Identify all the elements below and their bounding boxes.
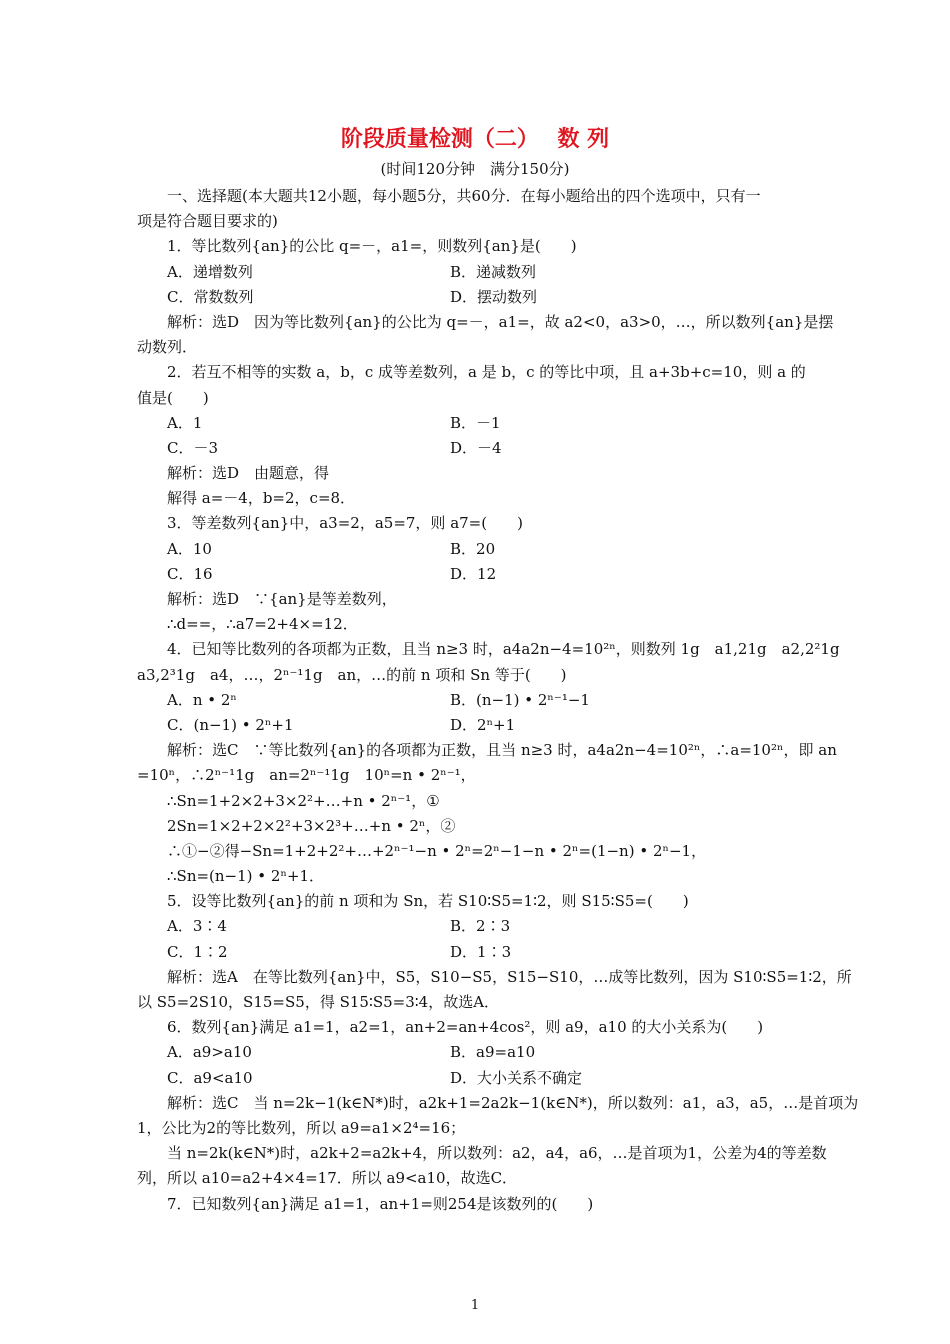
q1-options-row-1 <box>137 260 817 285</box>
q4-option-a: A．n • 2ⁿ <box>167 690 237 709</box>
q5-option-c: C．1∶2 <box>167 942 228 961</box>
document-body <box>137 184 859 1217</box>
q5-options-row-2 <box>137 940 817 965</box>
question-7: 7．已知数列{an}满足 a1=1，an+1=则254是该数列的( ) <box>167 1194 594 1213</box>
question-5: 5．设等比数列{an}的前 n 项和为 Sn，若 S10∶S5=1∶2，则 S15∶S5=( ) <box>167 892 689 911</box>
q4-solution: 解析：选C ∵等比数列{an}的各项都为正数，且当 n≥3 时，a4a2n−4=10²ⁿ，∴a=10²ⁿ，即 an <box>167 741 837 760</box>
q1-option-b: B．递减数列 <box>450 262 537 281</box>
q4-option-c: C．(n−1) • 2ⁿ+1 <box>167 715 294 734</box>
q4-solution-line-2: =10ⁿ，∴2ⁿ⁻¹1g an=2ⁿ⁻¹1g 10ⁿ=n • 2ⁿ⁻¹， <box>137 766 476 785</box>
q3-options-row-2 <box>137 562 817 587</box>
q5-solution: 解析：选A 在等比数列{an}中，S5，S10−S5，S15−S10，…成等比数列，因为 S10∶S5=1∶2，所 <box>167 967 852 986</box>
q5-options-row-1 <box>137 914 817 939</box>
q4-options-row-1 <box>137 688 817 713</box>
q3-options-row-1 <box>137 537 817 562</box>
section-heading-cont: 项是符合题目要求的) <box>137 212 278 231</box>
q3-solution: 解析：选D ∵{an}是等差数列， <box>167 590 397 608</box>
q1-option-d: D．摆动数列 <box>450 287 538 306</box>
q2-option-a: A．1 <box>167 413 203 432</box>
q6-solution-line-2: 1，公比为2的等比数列，所以 a9=a1×2⁴=16； <box>137 1118 466 1137</box>
q1-solution: 解析：选D 因为等比数列{an}的公比为 q=－，a1=，故 a2<0，a3>0，…，所以数列{an}是摆 <box>167 312 834 331</box>
q5-option-d: D．1∶3 <box>450 942 512 961</box>
q3-option-d: D．12 <box>450 564 497 583</box>
q3-option-a: A．10 <box>167 539 212 558</box>
q2-options-row-2 <box>137 436 817 461</box>
exam-info: (时间120分钟 满分150分) <box>380 160 570 178</box>
question-2: 2．若互不相等的实数 a，b，c 成等差数列，a 是 b，c 的等比中项，且 a+3b+c=10，则 a 的 <box>167 363 806 382</box>
section-heading: 一、选择题(本大题共12小题，每小题5分，共60分．在每小题给出的四个选项中，只有一 <box>167 187 761 205</box>
q6-solution: 解析：选C 当 n=2k−1(k∈N*)时，a2k+1=2a2k−1(k∈N*)，所以数列：a1，a3，a5，…是首项为 <box>167 1093 859 1112</box>
q4-option-d: D．2ⁿ+1 <box>450 715 516 734</box>
q4-solution-line-6: ∴Sn=(n−1) • 2ⁿ+1． <box>167 867 325 886</box>
q2-option-d: D．－4 <box>450 438 502 457</box>
q2-option-b: B．－1 <box>450 413 501 432</box>
q6-option-c: C．a9<a10 <box>167 1068 253 1087</box>
question-3: 3．等差数列{an}中，a3=2，a5=7，则 a7=( ) <box>167 514 523 533</box>
question-6: 6．数列{an}满足 a1=1，a2=1，an+2=an+4cos²，则 a9，a10 的大小关系为( ) <box>167 1018 764 1037</box>
q4-solution-line-4: 2Sn=1×2+2×2²+3×2³+…+n • 2ⁿ，② <box>167 816 456 835</box>
q6-solution-line-4: 列，所以 a10=a2+4×4=17．所以 a9<a10，故选C． <box>137 1169 518 1188</box>
q2-solution: 解析：选D 由题意，得 <box>167 464 330 483</box>
page-title: 阶段质量检测（二） 数 列 <box>340 126 610 152</box>
q4-options-row-2 <box>137 713 817 738</box>
q4-option-b: B．(n−1) • 2ⁿ⁻¹−1 <box>450 690 590 709</box>
q3-solution-cont: ∴d==，∴a7=2+4×=12． <box>167 615 358 634</box>
q3-option-b: B．20 <box>450 539 496 558</box>
q6-options-row-2 <box>137 1066 817 1091</box>
q6-solution-line-3: 当 n=2k(k∈N*)时，a2k+2=a2k+4，所以数列：a2，a4，a6，…是首项为1，公差为4的等差数 <box>167 1144 827 1163</box>
q5-option-b: B．2∶3 <box>450 917 511 936</box>
q5-solution-cont: 以 S5=2S10，S15=S5，得 S15∶S5=3∶4，故选A． <box>137 993 500 1011</box>
question-4: 4．已知等比数列的各项都为正数，且当 n≥3 时，a4a2n−4=10²ⁿ，则数列 1g a1,21g a2,2²1g <box>167 640 840 659</box>
q2-options-row-1 <box>137 411 817 436</box>
question-1: 1．等比数列{an}的公比 q=－，a1=，则数列{an}是( ) <box>167 237 577 256</box>
q1-option-a: A．递增数列 <box>167 262 253 281</box>
q6-option-a: A．a9>a10 <box>167 1043 252 1062</box>
question-2-cont: 值是( ) <box>137 388 209 407</box>
q3-option-c: C．16 <box>167 564 213 583</box>
q5-option-a: A．3∶4 <box>167 917 227 936</box>
q2-option-c: C．－3 <box>167 438 219 457</box>
question-4-cont: a3,2³1g a4，…，2ⁿ⁻¹1g an，…的前 n 项和 Sn 等于( ) <box>137 665 567 684</box>
q1-option-c: C．常数数列 <box>167 287 254 306</box>
q4-solution-line-3: ∴Sn=1+2×2+3×2²+…+n • 2ⁿ⁻¹，① <box>167 791 440 810</box>
q6-options-row-1 <box>137 1040 817 1065</box>
q1-solution-cont: 动数列． <box>137 338 198 357</box>
q6-option-b: B．a9=a10 <box>450 1043 536 1062</box>
q4-solution-line-5: ∴①−②得−Sn=1+2+2²+…+2ⁿ⁻¹−n • 2ⁿ=2ⁿ−1−n • 2ⁿ=(1−n) • 2ⁿ−1， <box>167 841 707 860</box>
q1-options-row-2 <box>137 285 817 310</box>
q6-option-d: D．大小关系不确定 <box>450 1068 583 1087</box>
page-number: 1 <box>470 1298 480 1313</box>
q2-solution-cont: 解得 a=－4，b=2，c=8． <box>167 489 356 508</box>
